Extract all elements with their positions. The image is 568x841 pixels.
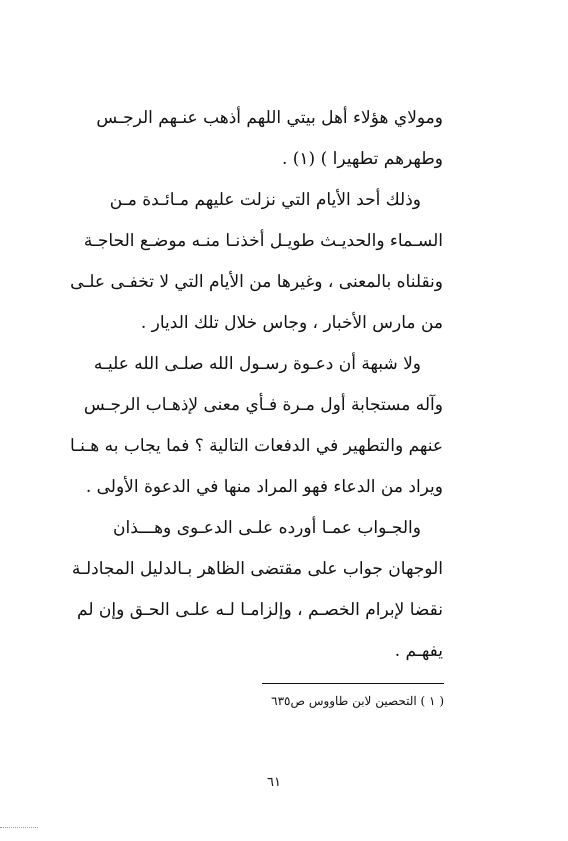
text-line: نقضا لإبرام الخصـم ، وإلزامـا لـه علـى الحـق وإن لم [77, 600, 443, 620]
text-line: وطهرهم تطهيرا ) (١) . [281, 149, 443, 169]
footnote-divider [262, 683, 444, 684]
text-line: السـماء والحديـث طويـل أخذنـا منـه موضـع الحاجـة [83, 231, 443, 251]
text-line: يفهـم . [394, 641, 443, 661]
footnote: ( ١ ) التحصين لابن طاووس ص٦٣٥ [271, 694, 444, 708]
text-line: وآله مستجابة أول مـرة فـأي معنى لإذهـاب الرجـس [83, 395, 443, 415]
text-line: عنهم والتطهير في الدفعات التالية ؟ فما يجاب به هـنـا [70, 436, 443, 456]
text-line: والجـواب عمـا أورده علـى الدعـوى وهـــذان [113, 518, 421, 538]
main-text [70, 98, 443, 672]
text-line: وذلك أحد الأيام التي نزلت عليهم مـائـدة مـن [109, 190, 421, 210]
scan-edge-mark [0, 827, 38, 828]
text-line: من مارس الأخبار ، وجاس خلال تلك الديار . [140, 313, 443, 333]
text-line: الوجهان جواب على مقتضى الظاهر بـالدليل المجادلـة [71, 559, 443, 579]
text-line: ومولاي هؤلاء أهل بيتي اللهم أذهب عنـهم الرجـس [96, 108, 443, 128]
page-number: ٦١ [267, 775, 281, 790]
text-line: ولا شبهة أن دعـوة رسـول الله صلـى الله عليـه [93, 354, 421, 374]
text-line: ويراد من الدعاء فهو المراد منها في الدعوة الأولى . [85, 477, 443, 497]
text-line: ونقلناه بالمعنى ، وغيرها من الأيام التي لا تخفـى علـى [70, 272, 443, 292]
